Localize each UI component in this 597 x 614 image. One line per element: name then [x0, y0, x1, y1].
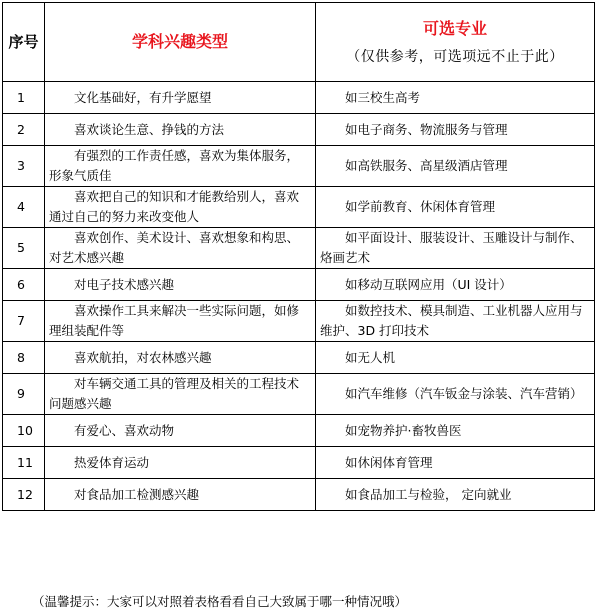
row-interest: 对食品加工检测感兴趣 — [45, 479, 316, 511]
row-major: 如休闲体育管理 — [316, 447, 595, 479]
row-major: 如汽车维修（汽车钣金与涂装、汽车营销） — [316, 374, 595, 415]
row-interest: 对电子技术感兴趣 — [45, 269, 316, 301]
header-interest-type: 学科兴趣类型 — [45, 3, 316, 82]
row-interest: 对车辆交通工具的管理及相关的工程技术问题感兴趣 — [45, 374, 316, 415]
row-major: 如食品加工与检验， 定向就业 — [316, 479, 595, 511]
row-major: 如三校生高考 — [316, 82, 595, 114]
row-major: 如电子商务、物流服务与管理 — [316, 114, 595, 146]
row-major: 如高铁服务、高星级酒店管理 — [316, 146, 595, 187]
row-interest: 喜欢航拍，对农林感兴趣 — [45, 342, 316, 374]
row-index: 8 — [3, 342, 45, 374]
header-row — [3, 3, 595, 82]
table-row — [3, 187, 595, 228]
row-major: 如无人机 — [316, 342, 595, 374]
table-body — [3, 82, 595, 511]
row-interest: 喜欢把自己的知识和才能教给别人，喜欢通过自己的努力来改变他人 — [45, 187, 316, 228]
major-selection-table — [2, 2, 595, 511]
table-row — [3, 479, 595, 511]
header-major-note: （仅供参考，可选项远不止于此） — [346, 49, 564, 65]
table-row — [3, 82, 595, 114]
table-row — [3, 415, 595, 447]
header-major-title: 可选专业 — [422, 19, 487, 38]
row-major: 如平面设计、服装设计、玉雕设计与制作、烙画艺术 — [316, 228, 595, 269]
row-index: 2 — [3, 114, 45, 146]
row-interest: 喜欢谈论生意、挣钱的方法 — [45, 114, 316, 146]
table-row — [3, 374, 595, 415]
row-index: 12 — [3, 479, 45, 511]
row-interest: 有爱心、喜欢动物 — [45, 415, 316, 447]
row-index: 5 — [3, 228, 45, 269]
row-index: 11 — [3, 447, 45, 479]
row-index: 4 — [3, 187, 45, 228]
table-row — [3, 114, 595, 146]
row-index: 10 — [3, 415, 45, 447]
row-interest: 有强烈的工作责任感，喜欢为集体服务，形象气质佳 — [45, 146, 316, 187]
row-interest: 热爱体育运动 — [45, 447, 316, 479]
row-major: 如数控技术、模具制造、工业机器人应用与维护、3D 打印技术 — [316, 301, 595, 342]
row-index: 9 — [3, 374, 45, 415]
table-row — [3, 146, 595, 187]
row-index: 3 — [3, 146, 45, 187]
table-row — [3, 228, 595, 269]
row-index: 7 — [3, 301, 45, 342]
header-optional-major — [316, 3, 595, 82]
row-interest: 喜欢创作、美术设计、喜欢想象和构思、对艺术感兴趣 — [45, 228, 316, 269]
row-index: 1 — [3, 82, 45, 114]
row-major: 如学前教育、休闲体育管理 — [316, 187, 595, 228]
row-interest: 文化基础好，有升学愿望 — [45, 82, 316, 114]
row-major: 如宠物养护·畜牧兽医 — [316, 415, 595, 447]
table-row — [3, 342, 595, 374]
footnote-tip: （温馨提示：大家可以对照着表格看看自己大致属于哪一种情况哦） — [32, 594, 408, 609]
table-row — [3, 269, 595, 301]
row-major: 如移动互联网应用（UI 设计） — [316, 269, 595, 301]
header-index: 序号 — [3, 3, 45, 82]
row-index: 6 — [3, 269, 45, 301]
row-interest: 喜欢操作工具来解决一些实际问题，如修理组装配件等 — [45, 301, 316, 342]
table-row — [3, 301, 595, 342]
table-row — [3, 447, 595, 479]
